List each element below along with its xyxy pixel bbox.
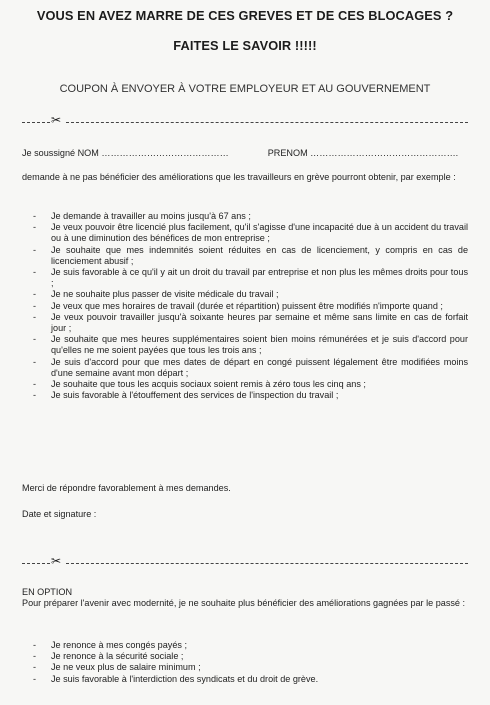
option-list <box>30 640 468 685</box>
option-heading: EN OPTION <box>22 587 73 597</box>
list-item: - Je suis favorable à l'interdiction des syndicats et du droit de grève. <box>30 674 468 685</box>
name-row <box>22 148 458 158</box>
list-item: - Je ne veux plus de salaire minimum ; <box>30 662 468 673</box>
list-item: - Je suis favorable à ce qu'il y ait un droit du travail par entreprise et non plus les mêmes droits pour tous ; <box>30 267 468 289</box>
scissors-icon: ✂ <box>51 554 62 568</box>
list-item: - Je ne souhaite plus passer de visite médicale du travail ; <box>30 289 468 300</box>
coupon-heading: COUPON À ENVOYER À VOTRE EMPLOYEUR ET AU GOUVERNEMENT <box>59 83 431 95</box>
signature-label: Date et signature : <box>22 509 97 519</box>
dashed-line <box>66 563 468 564</box>
nom-field-label: Je soussigné NOM …………………………………… <box>22 148 229 158</box>
list-item: - Je veux pouvoir travailler jusqu'à soixante heures par semaine et même sans limite en cas de forfait jour ; <box>30 312 468 334</box>
cut-line-top <box>22 113 468 127</box>
dashed-line <box>22 563 50 564</box>
intro-paragraph: demande à ne pas bénéficier des améliorations que les travailleurs en grève pourront obtenir, par exemple : <box>22 172 456 182</box>
list-item: - Je suis favorable à l'étouffement des services de l'inspection du travail ; <box>30 390 468 401</box>
dashed-line <box>22 122 50 123</box>
list-item: - Je veux pouvoir être licencié plus facilement, qu'il s'agisse d'une incapacité due à un accident du travail ou à une diminution des bénéfices de mon entreprise ; <box>30 222 468 244</box>
scissors-icon: ✂ <box>51 113 62 127</box>
cut-line-bottom <box>22 554 468 568</box>
closing-text: Merci de répondre favorablement à mes demandes. <box>22 483 231 493</box>
list-item: - Je renonce à mes congés payés ; <box>30 640 468 651</box>
dashed-line <box>66 122 468 123</box>
list-item: - Je renonce à la sécurité sociale ; <box>30 651 468 662</box>
list-item: - Je suis d'accord pour que mes dates de départ en congé puissent légalement être modifiées moins d'une semaine avant mon départ ; <box>30 357 468 379</box>
list-item: - Je souhaite que mes indemnités soient réduites en cas de licenciement, y compris en cas de licenciement abusif ; <box>30 245 468 267</box>
list-item: - Je demande à travailler au moins jusqu'à 67 ans ; <box>30 211 468 222</box>
prenom-field-label: PRENOM …………………………………………. <box>267 148 459 158</box>
list-item: - Je veux que mes horaires de travail (durée et répartition) puissent être modifiés n'importe quand ; <box>30 301 468 312</box>
list-item: - Je souhaite que tous les acquis sociaux soient remis à zéro tous les cinq ans ; <box>30 379 468 390</box>
page-title: VOUS EN AVEZ MARRE DE CES GREVES ET DE CES BLOCAGES ? <box>36 8 454 23</box>
option-intro: Pour préparer l'avenir avec modernité, je ne souhaite plus bénéficier des améliorations gagnées par le passé : <box>22 598 466 608</box>
page-subtitle: FAITES LE SAVOIR !!!!! <box>173 38 317 53</box>
demands-list <box>30 211 468 401</box>
list-item: - Je souhaite que mes heures supplémentaires soient bien moins rémunérées et je suis d'accord pour qu'elles ne me soient payées que tous les trois ans ; <box>30 334 468 356</box>
